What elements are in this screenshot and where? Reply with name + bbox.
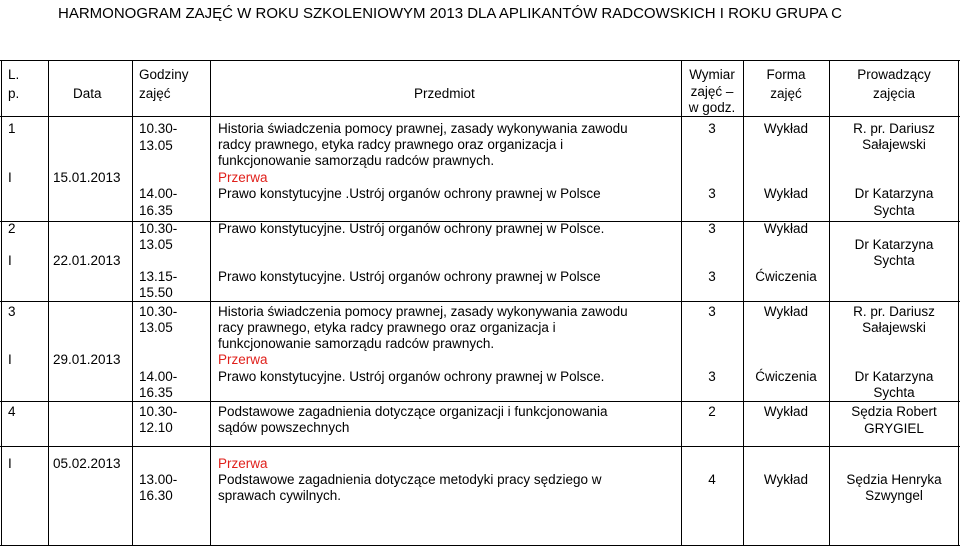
- row-number: 3: [8, 304, 16, 319]
- class-form: Wykład: [763, 472, 809, 487]
- hours-start: 10.30-: [139, 121, 178, 136]
- subject-line: radcy prawnego, etyka radcy prawnego oraz organizacja i: [218, 137, 564, 152]
- row-date: 29.01.2013: [53, 352, 121, 367]
- subject-line: Podstawowe zagadnienia dotyczące organizacji i funkcjonowania: [218, 404, 608, 419]
- subject-line: racy prawnego, etyka radcy prawnego oraz organizacja i: [218, 320, 556, 335]
- header-lecturer: zajęcia: [872, 86, 916, 101]
- class-form: Wykład: [763, 304, 809, 319]
- header-lecturer: Prowadzący: [857, 67, 931, 82]
- row-separator: [0, 401, 960, 402]
- lecturer-name: Szwyngel: [865, 488, 923, 503]
- row-number: 2: [8, 221, 16, 236]
- hours-end: 16.35: [139, 385, 173, 400]
- lecturer-name: Dr Katarzyna: [854, 369, 934, 384]
- row-year-roman: I: [8, 456, 12, 471]
- subject-line: Historia świadczenia pomocy prawnej, zasady wykonywania zawodu: [218, 304, 628, 319]
- column-separator: [132, 60, 133, 545]
- row-separator: [0, 446, 960, 447]
- break-label: Przerwa: [218, 352, 268, 367]
- subject-line: Historia świadczenia pomocy prawnej, zasady wykonywania zawodu: [218, 121, 628, 136]
- lecturer-name: Sychta: [873, 253, 915, 268]
- column-separator: [48, 60, 49, 545]
- lecturer-name: Sychta: [873, 385, 915, 400]
- subject-line: Prawo konstytucyjne. Ustrój organów ochrony prawnej w Polsce.: [218, 369, 605, 384]
- class-form: Ćwiczenia: [755, 369, 817, 384]
- class-form: Wykład: [763, 121, 809, 136]
- row-separator: [0, 116, 960, 117]
- hours-count: 3: [708, 269, 716, 284]
- header-hours: Godziny: [139, 67, 189, 82]
- subject-line: funkcjonowanie samorządu radców prawnych.: [218, 153, 495, 168]
- hours-count: 3: [708, 369, 716, 384]
- subject-line: Prawo konstytucyjne .Ustrój organów ochrony prawnej w Polsce: [218, 186, 601, 201]
- row-year-roman: I: [8, 352, 12, 367]
- lecturer-name: Sędzia Robert: [851, 404, 937, 419]
- lecturer-name: Sałajewski: [862, 137, 926, 152]
- table-border-bottom: [0, 545, 960, 546]
- lecturer-name: Dr Katarzyna: [854, 237, 934, 252]
- subject-line: Prawo konstytucyjne. Ustrój organów ochrony prawnej w Polsce: [218, 269, 601, 284]
- row-date: 05.02.2013: [53, 456, 121, 471]
- hours-count: 2: [708, 404, 716, 419]
- header-form: Forma: [766, 67, 806, 82]
- row-date: 22.01.2013: [53, 253, 121, 268]
- hours-end: 16.35: [139, 203, 173, 218]
- hours-end: 15.50: [139, 285, 173, 300]
- header-hours-count: Wymiar: [689, 67, 735, 82]
- row-year-roman: I: [8, 170, 12, 185]
- hours-end: 16.30: [139, 488, 173, 503]
- lecturer-name: R. pr. Dariusz: [853, 304, 935, 319]
- row-year-roman: I: [8, 253, 12, 268]
- hours-start: 10.30-: [139, 221, 178, 236]
- hours-end: 12.10: [139, 420, 173, 435]
- page-title: HARMONOGRAM ZAJĘĆ W ROKU SZKOLENIOWYM 2013 DLA APLIKANTÓW RADCOWSKICH I ROKU GRUPA C: [58, 5, 843, 22]
- row-number: 4: [8, 404, 16, 419]
- lecturer-name: Sałajewski: [862, 320, 926, 335]
- hours-count: 4: [708, 472, 716, 487]
- hours-start: 10.30-: [139, 304, 178, 319]
- hours-start: 10.30-: [139, 404, 178, 419]
- lecturer-name: GRYGIEL: [864, 421, 924, 436]
- header-date: Data: [73, 86, 102, 101]
- hours-end: 13.05: [139, 320, 173, 335]
- subject-line: funkcjonowanie samorządu radców prawnych.: [218, 336, 495, 351]
- subject-line: sprawach cywilnych.: [218, 488, 342, 503]
- subject-line: Podstawowe zagadnienia dotyczące metodyki pracy sędziego w: [218, 472, 602, 487]
- hours-start: 14.00-: [139, 369, 178, 384]
- row-separator: [0, 301, 960, 302]
- break-label: Przerwa: [218, 170, 268, 185]
- table-border-top: [0, 60, 960, 61]
- row-number: 1: [8, 121, 16, 136]
- table-border-left: [1, 60, 2, 545]
- lecturer-name: Sędzia Henryka: [846, 472, 942, 487]
- header-hours: zajęć: [139, 86, 171, 101]
- header-hours-count: w godz.: [688, 100, 736, 115]
- header-lp: L.: [8, 67, 20, 82]
- class-form: Wykład: [763, 404, 809, 419]
- subject-line: Prawo konstytucyjne. Ustrój organów ochrony prawnej w Polsce.: [218, 221, 605, 236]
- header-subject: Przedmiot: [414, 86, 475, 101]
- lecturer-name: Sychta: [873, 203, 915, 218]
- header-hours-count: zajęć –: [690, 84, 734, 99]
- hours-start: 13.15-: [139, 269, 178, 284]
- header-form: zajęć: [770, 86, 802, 101]
- header-lp: p.: [8, 86, 20, 101]
- hours-count: 3: [708, 186, 716, 201]
- hours-end: 13.05: [139, 138, 173, 153]
- subject-line: sądów powszechnych: [218, 420, 350, 435]
- class-form: Ćwiczenia: [755, 269, 817, 284]
- break-label: Przerwa: [218, 456, 268, 471]
- hours-count: 3: [708, 304, 716, 319]
- hours-start: 13.00-: [139, 472, 178, 487]
- column-separator: [210, 60, 211, 545]
- lecturer-name: R. pr. Dariusz: [853, 121, 935, 136]
- hours-end: 13.05: [139, 237, 173, 252]
- row-date: 15.01.2013: [53, 170, 121, 185]
- hours-start: 14.00-: [139, 186, 178, 201]
- hours-count: 3: [708, 121, 716, 136]
- hours-count: 3: [708, 221, 716, 236]
- class-form: Wykład: [763, 186, 809, 201]
- lecturer-name: Dr Katarzyna: [854, 186, 934, 201]
- class-form: Wykład: [763, 221, 809, 236]
